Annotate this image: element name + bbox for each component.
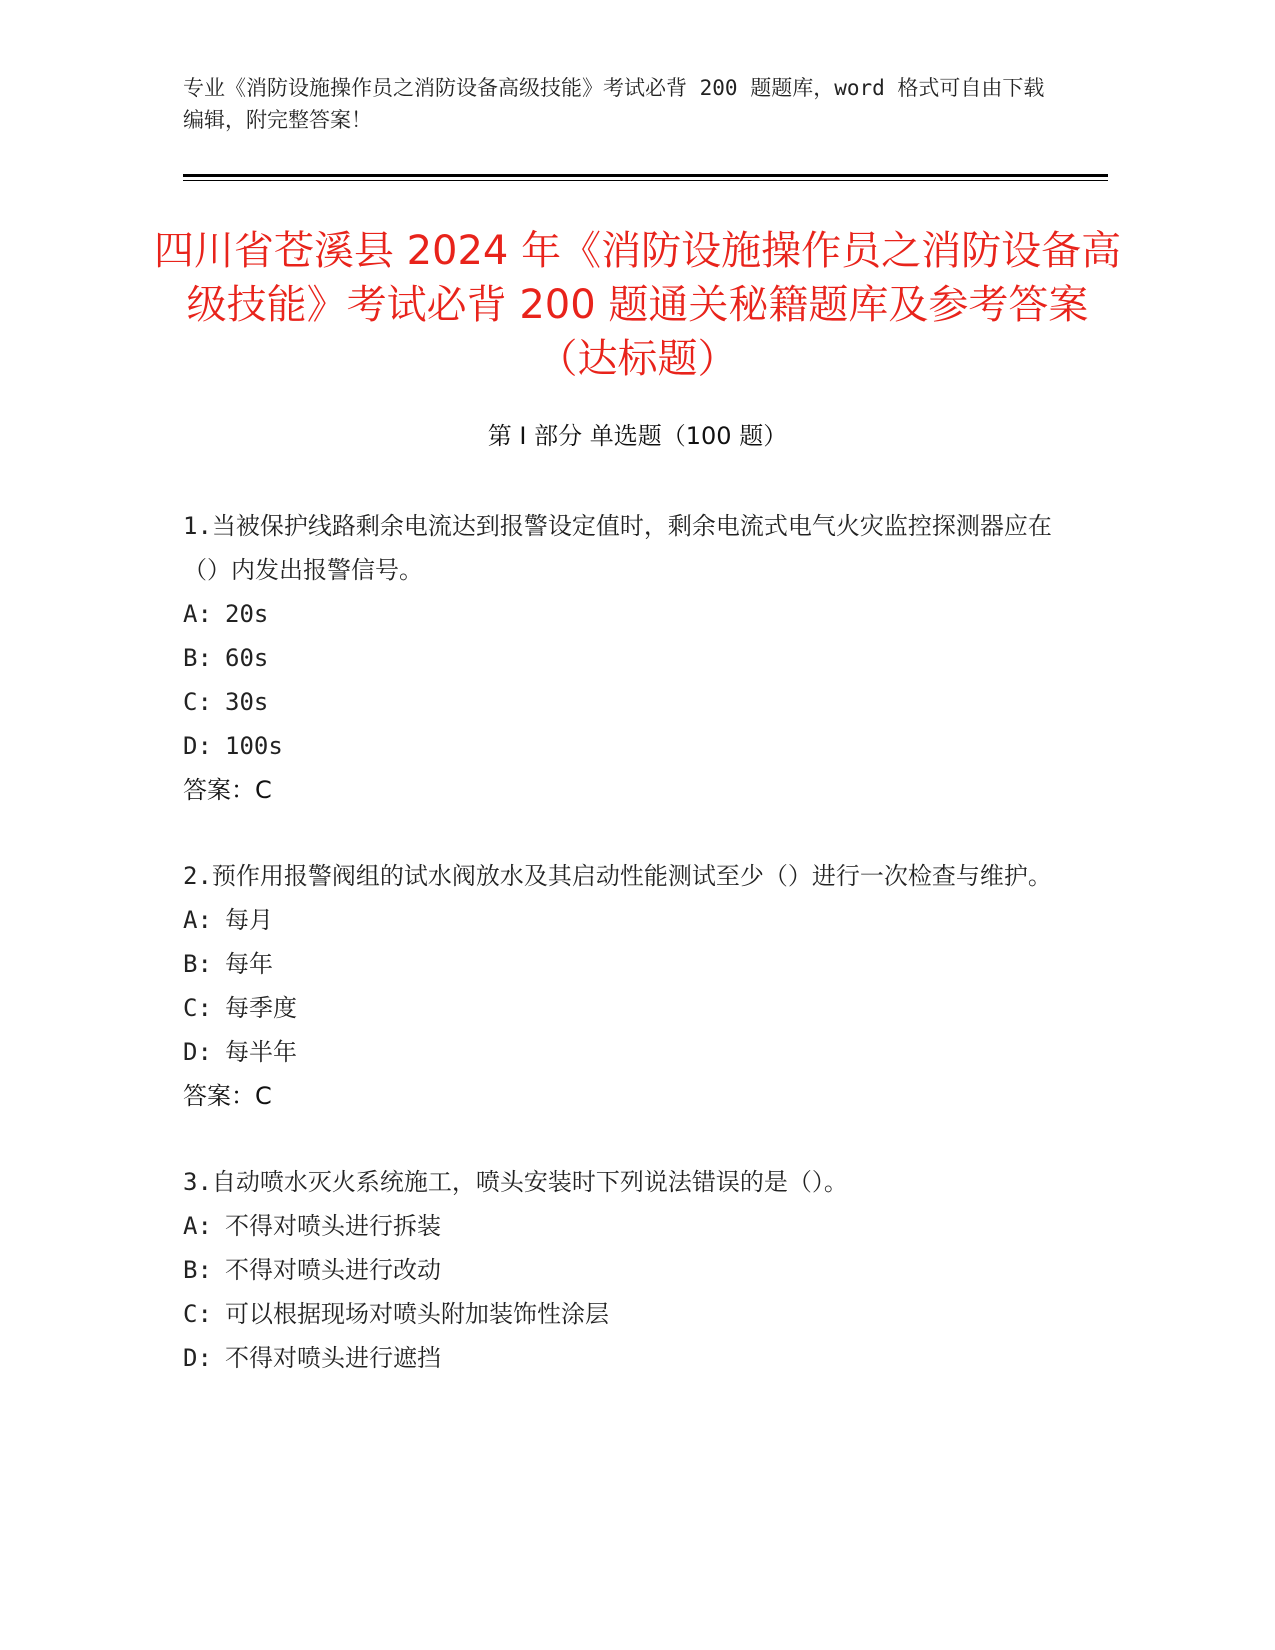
option-b: [183, 1248, 1063, 1292]
option-a: [183, 898, 1063, 942]
option-letter: B:: [183, 950, 212, 978]
option-text: 不得对喷头进行拆装: [225, 1212, 441, 1240]
option-text: 每年: [225, 950, 273, 978]
header-rule-thin: [183, 180, 1108, 181]
option-letter: C:: [183, 688, 212, 716]
option-c: [183, 1292, 1063, 1336]
header-rule-thick: [183, 174, 1108, 177]
question-list: [183, 504, 1063, 1422]
option-letter: A:: [183, 906, 212, 934]
question-3: [183, 1160, 1063, 1380]
option-b: [183, 636, 1063, 680]
option-text: 20s: [225, 600, 269, 628]
option-letter: B:: [183, 644, 212, 672]
question-1: [183, 504, 1063, 812]
option-letter: D:: [183, 1344, 212, 1372]
option-letter: C:: [183, 994, 212, 1022]
option-b: [183, 942, 1063, 986]
option-text: 每半年: [225, 1038, 297, 1066]
option-text: 不得对喷头进行遮挡: [225, 1344, 441, 1372]
option-a: [183, 1204, 1063, 1248]
option-letter: D:: [183, 1038, 212, 1066]
question-stem: 2.预作用报警阀组的试水阀放水及其启动性能测试至少（）进行一次检查与维护。: [183, 862, 1052, 890]
option-a: [183, 592, 1063, 636]
section-title: 第 I 部分 单选题（100 题）: [487, 422, 788, 450]
option-d: [183, 724, 1063, 768]
option-d: [183, 1336, 1063, 1380]
option-letter: A:: [183, 1212, 212, 1240]
option-text: 每月: [225, 906, 273, 934]
option-text: 60s: [225, 644, 269, 672]
option-text: 每季度: [225, 994, 297, 1022]
option-letter: C:: [183, 1300, 212, 1328]
option-text: 可以根据现场对喷头附加装饰性涂层: [225, 1300, 609, 1328]
question-2: [183, 854, 1063, 1118]
answer-line: 答案：C: [183, 776, 272, 804]
option-letter: D:: [183, 732, 212, 760]
document-title: 四川省苍溪县 2024 年《消防设施操作员之消防设备高级技能》考试必背 200 题通关秘籍题库及参考答案（达标题）: [153, 228, 1122, 382]
option-text: 不得对喷头进行改动: [225, 1256, 441, 1284]
option-c: [183, 986, 1063, 1030]
question-stem: 3.自动喷水灭火系统施工，喷头安装时下列说法错误的是（）。: [183, 1168, 848, 1196]
question-stem: 1.当被保护线路剩余电流达到报警设定值时，剩余电流式电气火灾监控探测器应在（）内发出报警信号。: [183, 512, 1052, 584]
option-text: 30s: [225, 688, 269, 716]
option-d: [183, 1030, 1063, 1074]
option-c: [183, 680, 1063, 724]
option-letter: A:: [183, 600, 212, 628]
option-letter: B:: [183, 1256, 212, 1284]
answer-line: 答案：C: [183, 1082, 272, 1110]
option-text: 100s: [225, 732, 283, 760]
header-note: 专业《消防设施操作员之消防设备高级技能》考试必背 200 题题库，word 格式可自由下载编辑，附完整答案！: [183, 76, 1045, 132]
